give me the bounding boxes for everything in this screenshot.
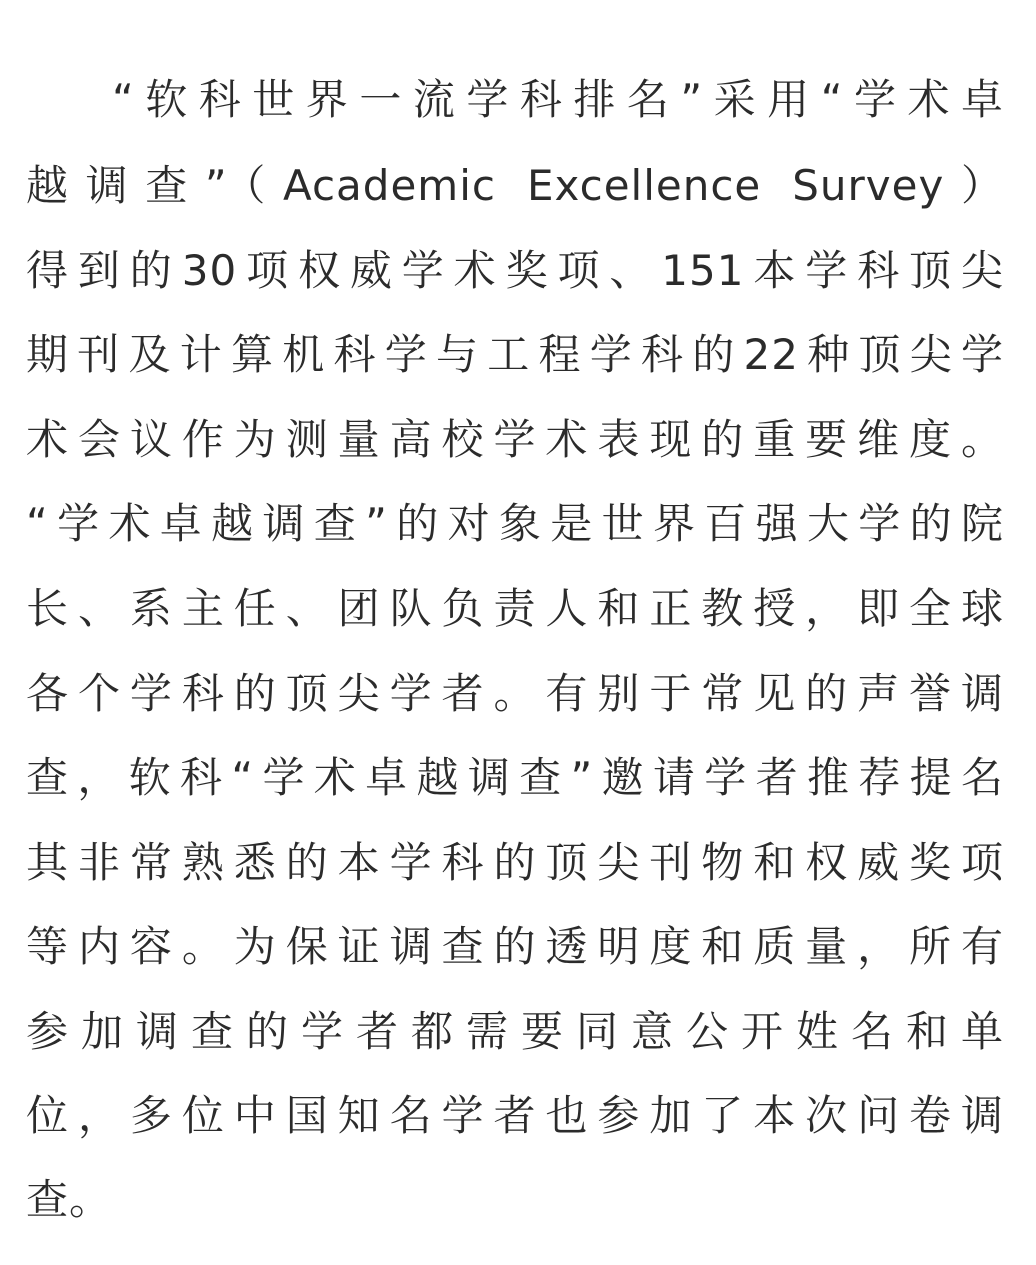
paragraph-line: 期刊及计算机科学与工程学科的22种顶尖学 — [26, 330, 1004, 379]
paragraph-line: 位，多位中国知名学者也参加了本次问卷调 — [26, 1091, 1004, 1140]
paragraph-line: 等内容。为保证调查的透明度和质量，所有 — [26, 922, 1004, 971]
paragraph-line: “软科世界一流学科排名”采用“学术卓 — [112, 75, 1004, 124]
paragraph-line: 越调查”（Academic Excellence Survey） — [26, 161, 1004, 210]
paragraph-line: 各个学科的顶尖学者。有别于常见的声誉调 — [26, 669, 1004, 718]
paragraph-line: 其非常熟悉的本学科的顶尖刊物和权威奖项 — [26, 838, 1004, 887]
paragraph-line: 查，软科“学术卓越调查”邀请学者推荐提名 — [26, 753, 1004, 802]
paragraph-line: 参加调查的学者都需要同意公开姓名和单 — [26, 1007, 1004, 1056]
paragraph-line: 长、系主任、团队负责人和正教授，即全球 — [26, 584, 1004, 633]
paragraph-line: 术会议作为测量高校学术表现的重要维度。 — [26, 415, 1004, 464]
paragraph-line: 查。 — [26, 1175, 113, 1224]
paragraph-line: “学术卓越调查”的对象是世界百强大学的院 — [26, 499, 1004, 548]
paragraph-line: 得到的30项权威学术奖项、151本学科顶尖 — [26, 246, 1004, 295]
